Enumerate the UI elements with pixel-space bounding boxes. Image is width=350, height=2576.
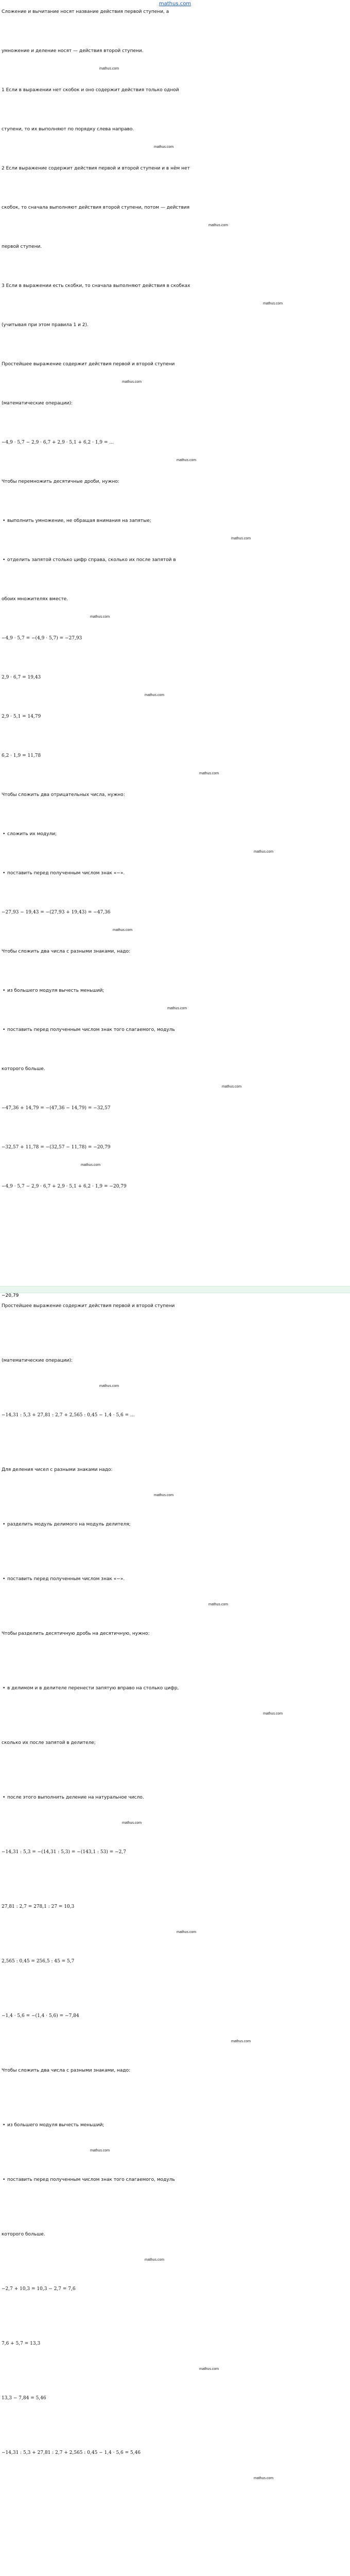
watermark-text: mathus.com bbox=[254, 850, 274, 854]
watermark-text: mathus.com bbox=[145, 2258, 165, 2262]
solution-line: первой ступени. bbox=[2, 244, 42, 249]
watermark-text: mathus.com bbox=[222, 1085, 242, 1089]
solution-line: • поставить перед полученным числом знак «−». bbox=[0, 870, 125, 877]
solution-line: Чтобы перемножить десятичные дроби, нужно: bbox=[2, 479, 119, 484]
answer: −20,79 bbox=[2, 1293, 19, 1298]
solution-line: −14,31 : 5,3 = −(14,31 : 5,3) = −(143,1 : 53) = −2,7 bbox=[2, 1850, 126, 1855]
watermark-text: mathus.com bbox=[113, 928, 133, 932]
watermark-text: mathus.com bbox=[122, 380, 142, 384]
solution-line: • из большего модуля вычесть меньший; bbox=[0, 987, 104, 994]
solution-line: −32,57 + 11,78 = −(32,57 − 11,78) = −20,79 bbox=[2, 1145, 111, 1150]
solution-line: • после этого выполнить деление на натуральное число. bbox=[0, 1794, 144, 1801]
solution-line: −4,9 · 5,7 = −(4,9 · 5,7) = −27,93 bbox=[2, 636, 82, 641]
solution-line: −14,31 : 5,3 + 27,81 : 2,7 + 2,565 : 0,45 − 1,4 · 5,6 = ... bbox=[2, 1413, 135, 1418]
watermark-text: mathus.com bbox=[99, 67, 119, 71]
watermark-text: mathus.com bbox=[145, 693, 165, 697]
watermark-text: mathus.com bbox=[231, 537, 251, 540]
solution-section bbox=[0, 8, 350, 1300]
solution-line: Сложение и вычитание носят название действия первой ступени, а bbox=[2, 9, 169, 14]
solution-line: • отделить запятой столько цифр справа, сколько их после запятой в bbox=[0, 556, 176, 564]
solution-line: • поставить перед полученным числом знак «−». bbox=[0, 1575, 125, 1583]
solution-line: −14,31 : 5,3 + 27,81 : 2,7 + 2,565 : 0,45 − 1,4 · 5,6 = 5,46 bbox=[2, 2450, 141, 2455]
solution-line: Чтобы сложить два числа с разными знаками, надо: bbox=[2, 949, 131, 954]
solution-line: • выполнить умножение, не обращая внимания на запятые; bbox=[0, 517, 151, 524]
solution-line: 13,3 − 7,84 = 5,46 bbox=[2, 2396, 46, 2401]
solution-line: которого больше. bbox=[2, 1066, 45, 1072]
solution-line: −2,7 + 10,3 = 10,3 − 2,7 = 7,6 bbox=[2, 2286, 76, 2292]
solution-line: которого больше. bbox=[2, 2232, 45, 2237]
solution-line: скобок, то сначала выполняют действия второй ступени, потом — действия bbox=[2, 205, 190, 210]
solution-line: Чтобы разделить десятичную дробь на десятичную, нужно: bbox=[2, 1631, 150, 1636]
watermark-text: mathus.com bbox=[90, 615, 110, 619]
watermark-text: mathus.com bbox=[263, 1712, 283, 1716]
solution-line: 2,9 · 6,7 = 19,43 bbox=[2, 675, 41, 680]
watermark-text: mathus.com bbox=[208, 1603, 229, 1606]
solution-line: • поставить перед полученным числом знак того слагаемого, модуль bbox=[0, 1026, 175, 1033]
solution-line: сколько их после запятой в делителе; bbox=[2, 1740, 96, 1745]
solution-line: 3 Если в выражении есть скобки, то сначала выполняют действия в скобках bbox=[2, 283, 190, 289]
solution-line: • разделить модуль делимого на модуль делителя; bbox=[0, 1521, 131, 1528]
watermark-text: mathus.com bbox=[199, 2367, 219, 2371]
solution-line: умножение и деление носят — действия второй ступени. bbox=[2, 48, 144, 54]
solution-line: −4,9 · 5,7 − 2,9 · 6,7 + 2,9 · 5,1 + 6,2 · 1,9 = ... bbox=[2, 440, 114, 445]
solution-line: 27,81 : 2,7 = 278,1 : 27 = 10,3 bbox=[2, 1904, 75, 1909]
watermark-text: mathus.com bbox=[122, 1821, 142, 1825]
solution-line: (математические операции): bbox=[2, 1358, 73, 1363]
solution-line: (учитывая при этом правила 1 и 2). bbox=[2, 323, 89, 328]
solution-line: 1 Если в выражении нет скобок и оно содержит действия только одной bbox=[2, 88, 179, 93]
solution-line: −47,36 + 14,79 = −(47,36 − 14,79) = −32,57 bbox=[2, 1106, 111, 1111]
solution-line: −27,93 − 19,43 = −(27,93 + 19,43) = −47,36 bbox=[2, 910, 111, 915]
watermark-text: mathus.com bbox=[154, 145, 174, 149]
solution-line: −4,9 · 5,7 − 2,9 · 6,7 + 2,9 · 5,1 + 6,2 · 1,9 = −20,79 bbox=[2, 1184, 127, 1189]
solution-line: 6,2 · 1,9 = 11,78 bbox=[2, 753, 41, 758]
watermark-text: mathus.com bbox=[167, 1007, 187, 1010]
solution-line: 2 Если выражение содержит действия первой и второй ступени и в нём нет bbox=[2, 166, 190, 171]
watermark-text: mathus.com bbox=[231, 2040, 251, 2043]
solution-line: Чтобы сложить два отрицательных числа, нужно: bbox=[2, 792, 125, 798]
watermark-text: mathus.com bbox=[177, 1930, 197, 1934]
solution-line: −1,4 · 5,6 = −(1,4 · 5,6) = −7,84 bbox=[2, 2013, 79, 2019]
solution-line: 7,6 + 5,7 = 13,3 bbox=[2, 2341, 41, 2346]
watermark-text: mathus.com bbox=[208, 224, 229, 227]
answer-separator bbox=[0, 1286, 350, 1293]
watermark-text: mathus.com bbox=[263, 302, 283, 306]
solution-line: Для деления чисел с разными знаками надо: bbox=[2, 1467, 113, 1472]
watermark-text: mathus.com bbox=[81, 1163, 101, 1167]
solution-line: 2,565 : 0,45 = 256,5 : 45 = 5,7 bbox=[2, 1959, 75, 1964]
solution-line: • поставить перед полученным числом знак того слагаемого, модуль bbox=[0, 2176, 175, 2183]
watermark-text: mathus.com bbox=[199, 772, 219, 775]
solution-line: Чтобы сложить два числа с разными знаками, надо: bbox=[2, 2068, 131, 2073]
solution-line: • сложить их модули; bbox=[0, 831, 57, 838]
watermark-text: mathus.com bbox=[254, 2477, 274, 2480]
site-link[interactable]: mathus.com bbox=[159, 1, 191, 7]
solution-line: Простейшее выражение содержит действия первой и второй ступени bbox=[2, 1303, 175, 1309]
watermark-text: mathus.com bbox=[177, 459, 197, 462]
watermark-text: mathus.com bbox=[90, 2149, 110, 2153]
watermark-text: mathus.com bbox=[99, 1384, 119, 1388]
watermark-text: mathus.com bbox=[154, 1494, 174, 1497]
solution-line: 2,9 · 5,1 = 14,79 bbox=[2, 714, 41, 719]
solution-line: (математические операции): bbox=[2, 401, 73, 406]
solution-line: • в делимом и в делителе перенести запятую вправо на столько цифр, bbox=[0, 1685, 179, 1692]
solution-line: ступени, то их выполняют по порядку слева направо. bbox=[2, 127, 134, 132]
solution-section bbox=[0, 1302, 350, 2576]
solution-line: обоих множителях вместе. bbox=[2, 597, 68, 602]
solution-line: Простейшее выражение содержит действия первой и второй ступени bbox=[2, 362, 175, 367]
solution-line: • из большего модуля вычесть меньший; bbox=[0, 2122, 104, 2129]
